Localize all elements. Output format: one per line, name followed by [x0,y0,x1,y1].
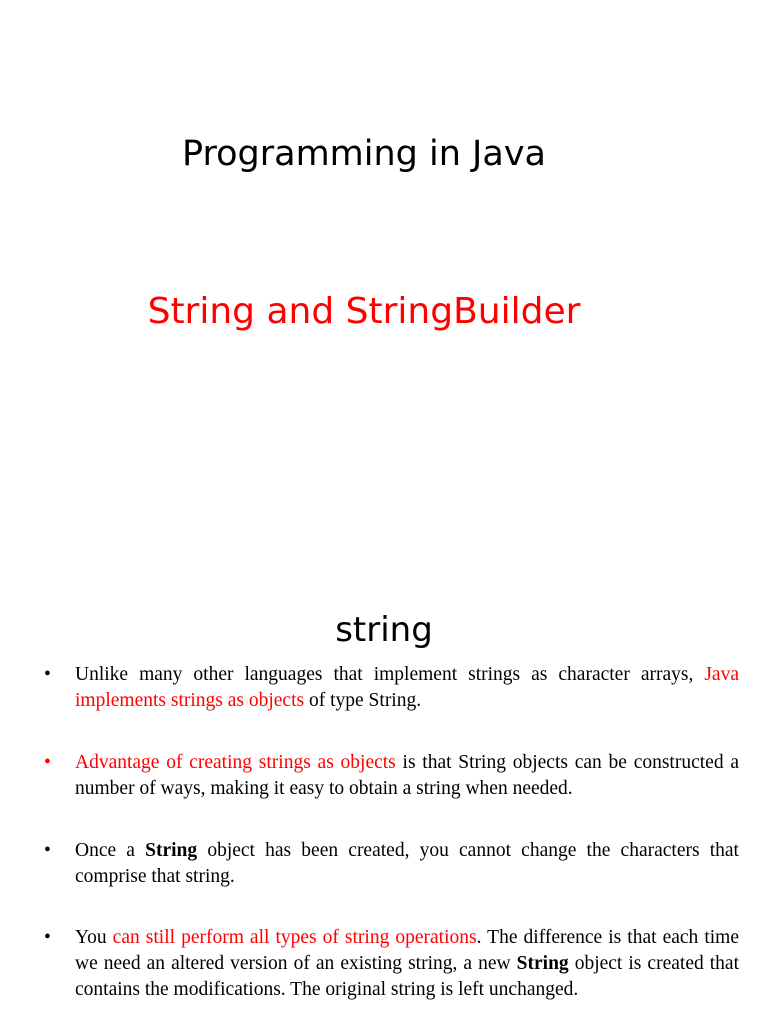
bold-text: String [516,953,569,974]
highlighted-text: Advantage of creating strings as objects [75,752,396,773]
text-run: Unlike many other languages that implement strings as character arrays, [75,664,705,685]
text-run: . The difference is that each time we need an altered version of an existing string, a new [75,927,739,974]
bullet-text [75,662,739,714]
bold-text: String [145,840,198,861]
bullet-text [75,750,739,802]
text-run: is that String objects can be constructed a number of ways, making it easy to obtain a string when needed. [75,752,739,799]
text-run: object has been created, you cannot change the characters that comprise that string. [75,840,739,887]
content-slide [0,580,768,1024]
slide-heading: string [335,610,433,650]
bullet-icon: • [44,927,51,948]
bullet-icon: • [44,752,51,773]
text-run: Once a [75,840,146,861]
bullet-icon: • [44,664,51,685]
bullet-text [75,925,739,1003]
presentation-title: Programming in Java [182,134,546,174]
bullet-icon: • [44,840,51,861]
text-run: You [75,927,113,948]
highlighted-text: Java implements strings as objects [75,664,739,711]
highlighted-text: can still perform all types of string operations [112,927,477,948]
text-run: object is created that contains the modifications. The original string is left unchanged. [75,953,739,1000]
bullet-text [75,838,739,890]
presentation-subtitle: String and StringBuilder [147,291,581,332]
text-run: of type String. [304,690,422,711]
